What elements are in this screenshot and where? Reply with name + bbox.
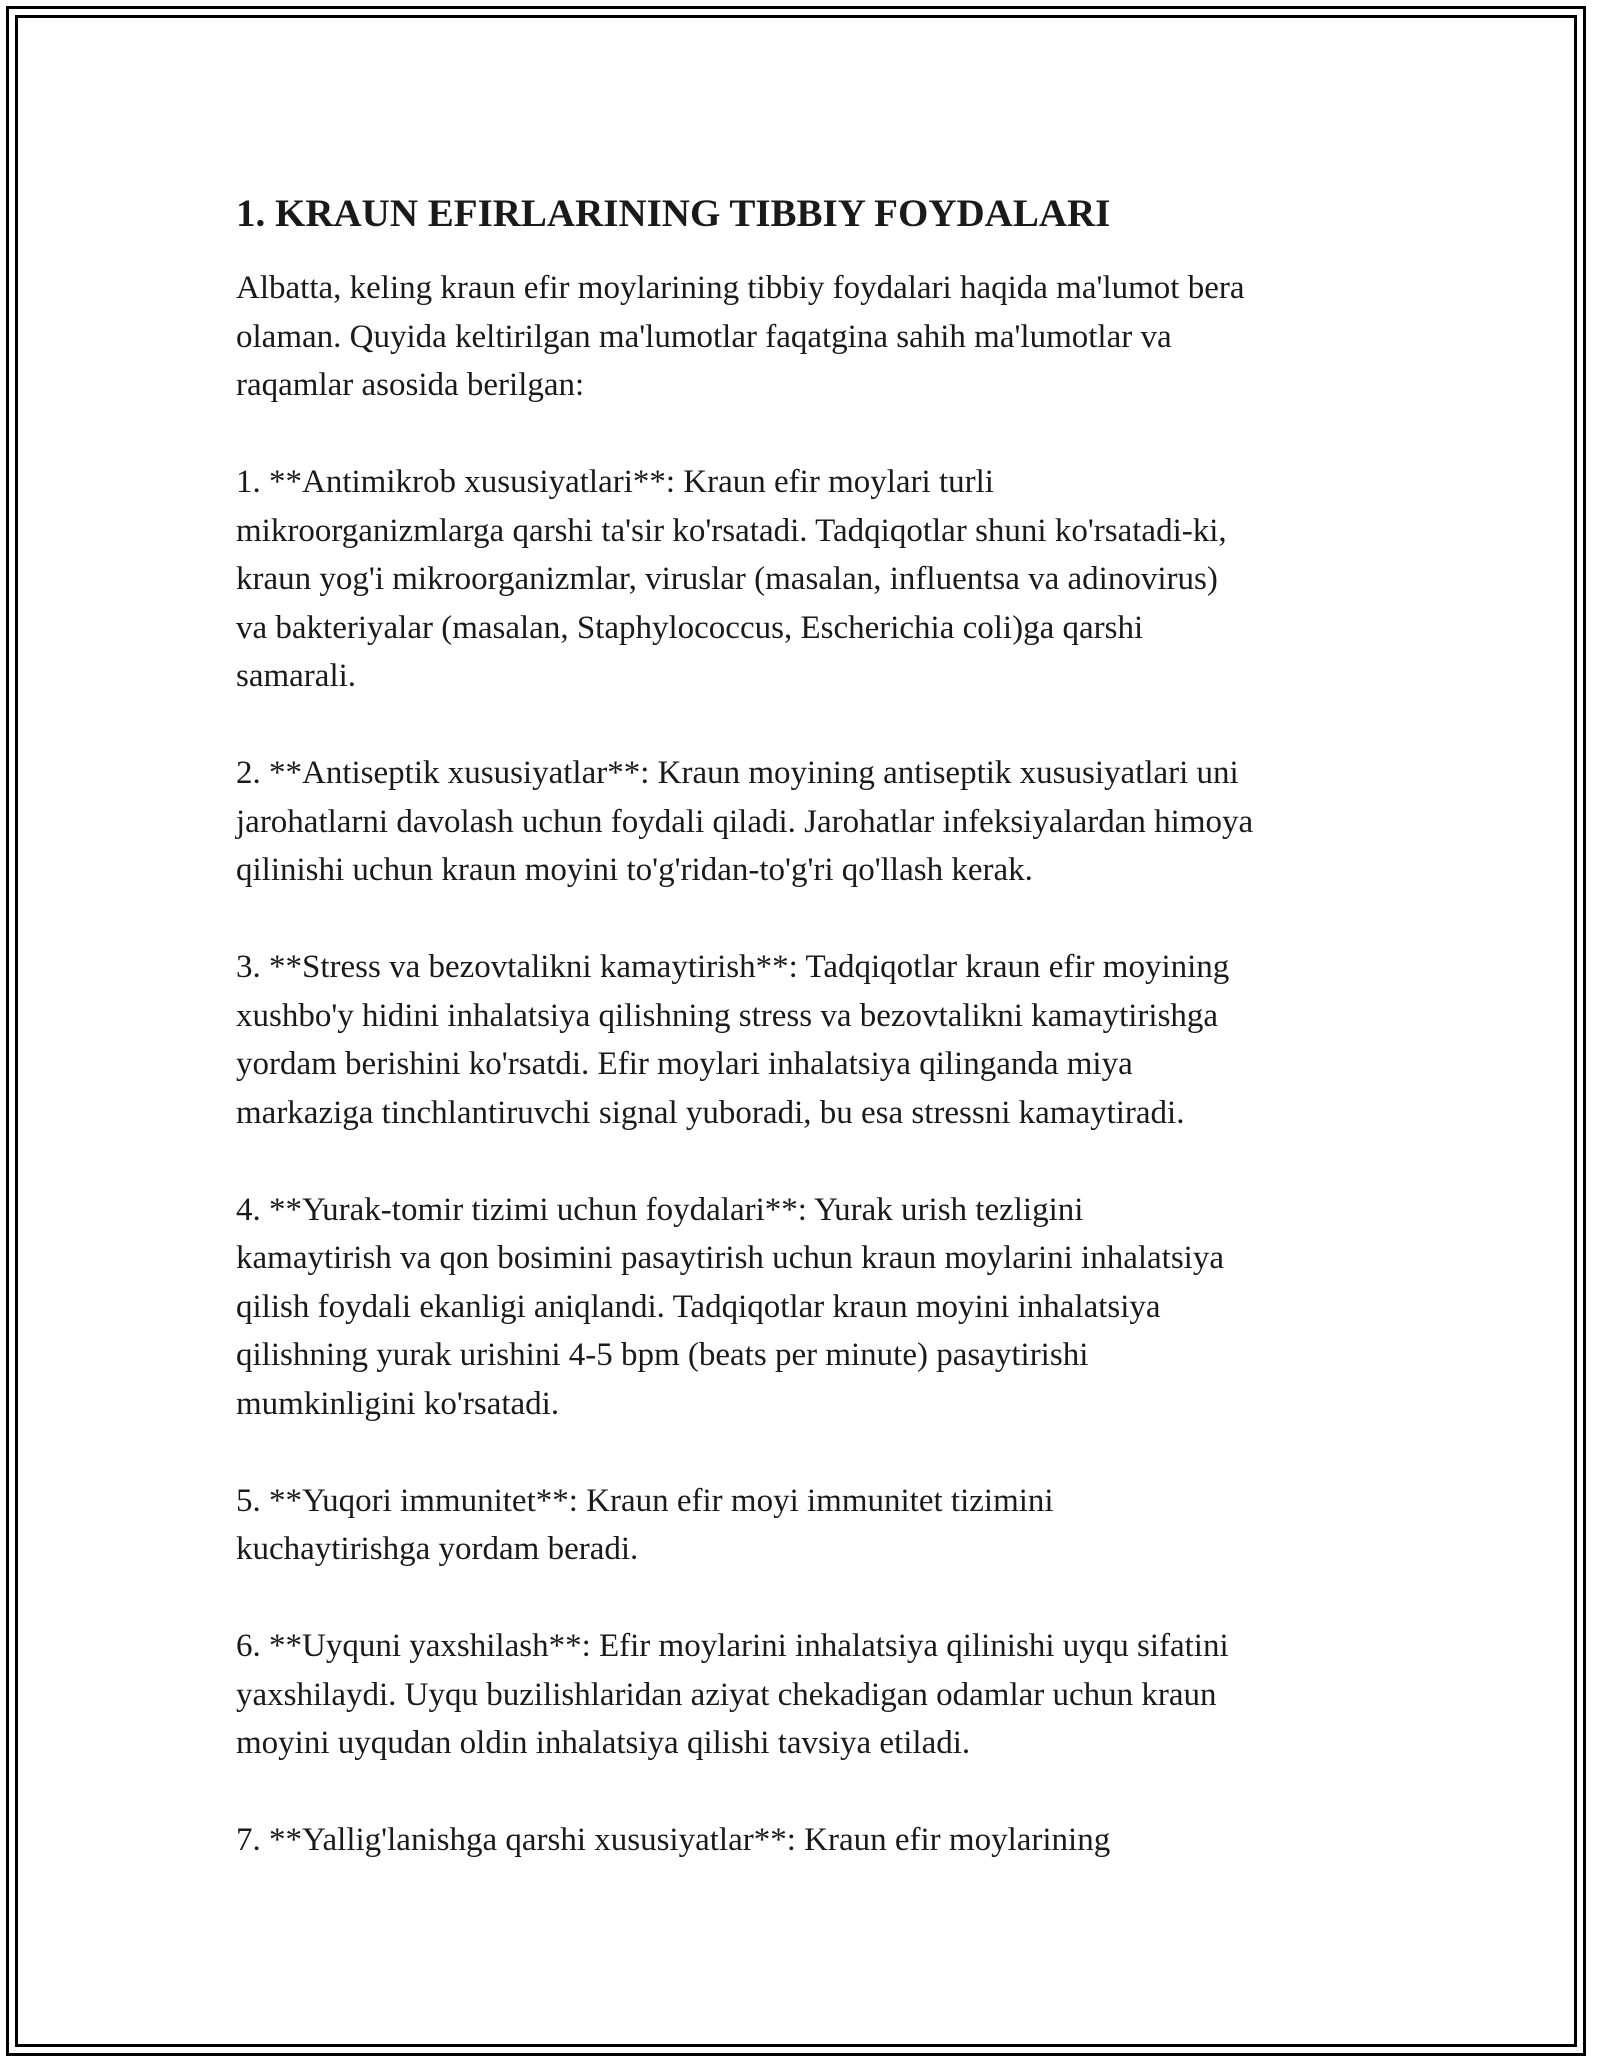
paragraph <box>236 1816 1396 1865</box>
text-line: 7. **Yallig'lanishga qarshi xususiyatlar**: Kraun efir moylarining <box>236 1822 1111 1858</box>
paragraph <box>236 1477 1396 1574</box>
text-line: kamaytirish va qon bosimini pasaytirish uchun kraun moylarini inhalatsiya <box>236 1240 1224 1276</box>
text-line: yordam berishini ko'rsatdi. Efir moylari inhalatsiya qilinganda miya <box>236 1046 1133 1082</box>
document-body <box>236 264 1396 1865</box>
text-line: 5. **Yuqori immunitet**: Kraun efir moyi immunitet tizimini <box>236 1482 1054 1519</box>
text-line: kuchaytirishga yordam beradi. <box>236 1531 639 1567</box>
paragraph <box>236 943 1396 1137</box>
text-line: 4. **Yurak-tomir tizimi uchun foydalari**: Yurak urish tezligini <box>236 1191 1084 1228</box>
text-line: olaman. Quyida keltirilgan ma'lumotlar faqatgina sahih ma'lumotlar va <box>236 318 1172 355</box>
paragraph <box>236 264 1396 410</box>
paragraph <box>236 1622 1396 1768</box>
text-line: samarali. <box>236 658 357 694</box>
paragraph <box>236 1186 1396 1429</box>
text-line: qilish foydali ekanligi aniqlandi. Tadqiqotlar kraun moyini inhalatsiya <box>236 1288 1161 1325</box>
text-line: mumkinligini ko'rsatadi. <box>236 1385 560 1422</box>
text-line: markaziga tinchlantiruvchi signal yuboradi, bu esa stressni kamaytiradi. <box>236 1094 1185 1131</box>
text-line: qilishning yurak urishini 4-5 bpm (beats per minute) pasaytirishi <box>236 1337 1089 1373</box>
document-title: 1. KRAUN EFIRLARINING TIBBIY FOYDALARI <box>236 192 1111 235</box>
text-line: qilinishi uchun kraun moyini to'g'ridan-to'g'ri qo'llash kerak. <box>236 852 1033 888</box>
text-line: Albatta, keling kraun efir moylarining tibbiy foydalari haqida ma'lumot bera <box>236 270 1245 306</box>
text-line: 2. **Antiseptik xususiyatlar**: Kraun moyining antiseptik xususiyatlari uni <box>236 755 1239 791</box>
text-line: moyini uyqudan oldin inhalatsiya qilishi tavsiya etiladi. <box>236 1725 971 1761</box>
paragraph <box>236 458 1396 701</box>
paragraph <box>236 749 1396 895</box>
text-line: 1. **Antimikrob xususiyatlari**: Kraun efir moylari turli <box>236 464 994 500</box>
text-line: 3. **Stress va bezovtalikni kamaytirish**: Tadqiqotlar kraun efir moyining <box>236 949 1230 985</box>
text-line: va bakteriyalar (masalan, Staphylococcus, Escherichia coli)ga qarshi <box>236 609 1144 646</box>
text-line: kraun yog'i mikroorganizmlar, viruslar (masalan, influentsa va adinovirus) <box>236 561 1218 597</box>
text-line: xushbo'y hidini inhalatsiya qilishning stress va bezovtalikni kamaytirishga <box>236 997 1219 1034</box>
text-line: jarohatlarni davolash uchun foydali qiladi. Jarohatlar infeksiyalardan himoya <box>236 803 1254 840</box>
text-line: raqamlar asosida berilgan: <box>236 367 585 403</box>
text-line: yaxshilaydi. Uyqu buzilishlaridan aziyat chekadigan odamlar uchun kraun <box>236 1676 1217 1713</box>
document-page <box>236 188 1396 1913</box>
text-line: mikroorganizmlarga qarshi ta'sir ko'rsatadi. Tadqiqotlar shuni ko'rsatadi-ki, <box>236 512 1227 549</box>
text-line: 6. **Uyquni yaxshilash**: Efir moylarini inhalatsiya qilinishi uyqu sifatini <box>236 1628 1229 1664</box>
